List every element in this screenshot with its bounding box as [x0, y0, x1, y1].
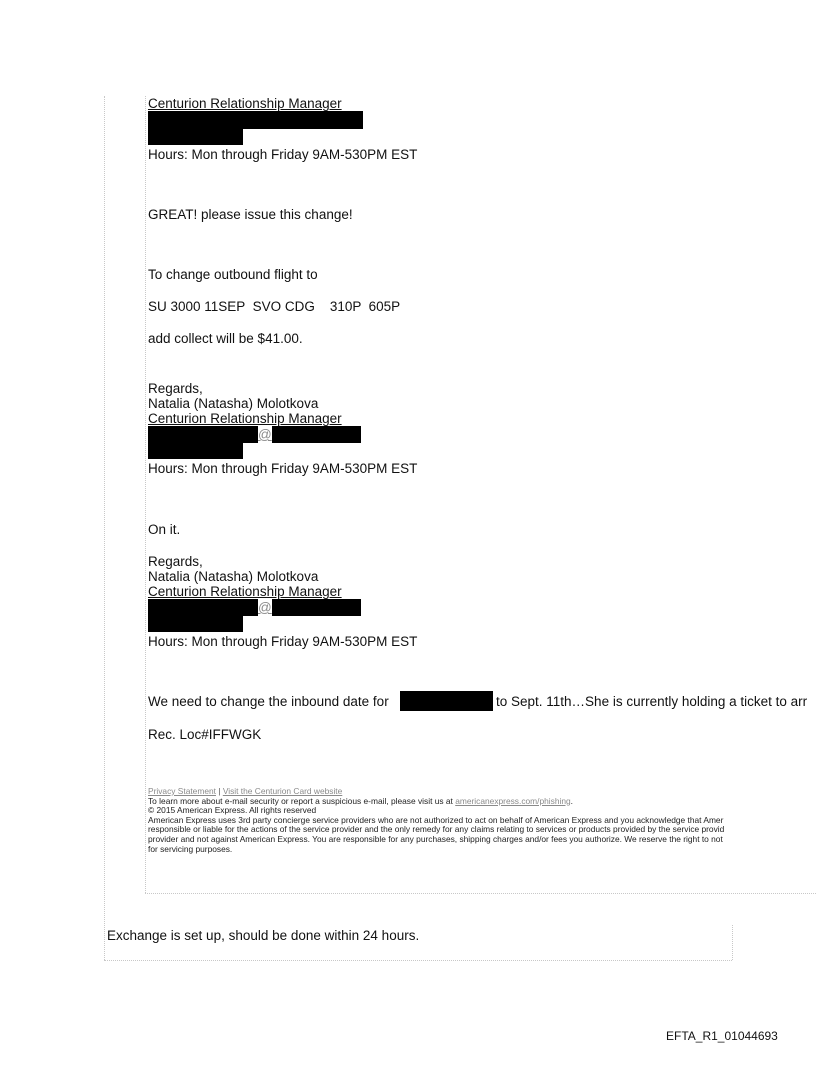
signature2-email-at[interactable]: @: [258, 600, 272, 615]
document-id: EFTA_R1_01044693: [666, 1029, 778, 1043]
exchange-message: Exchange is set up, should be done within 24 hours.: [107, 928, 420, 943]
copyright-line: © 2015 American Express. All rights reserved: [148, 805, 317, 816]
hours-top: Hours: Mon through Friday 9AM-530PM EST: [148, 147, 418, 162]
disclaimer-line-4: for servicing purposes.: [148, 843, 233, 854]
redaction-email-user-2: [148, 599, 258, 616]
signature1-regards: Regards,: [148, 381, 203, 396]
redaction-email-top: [148, 111, 363, 129]
inner-quote-border: [145, 96, 146, 893]
phishing-link[interactable]: americanexpress.com/phishing: [455, 795, 571, 806]
signature1-hours: Hours: Mon through Friday 9AM-530PM EST: [148, 461, 418, 476]
redaction-passenger-name: [400, 691, 493, 711]
signature-title-top: Centurion Relationship Manager: [148, 96, 342, 111]
change-line-2: SU 3000 11SEP SVO CDG 310P 605P: [148, 299, 401, 314]
redaction-phone-top: [148, 129, 243, 145]
footer-separator: |: [218, 787, 221, 796]
footer-fine-print: [148, 787, 816, 854]
reply-great: GREAT! please issue this change!: [148, 207, 353, 222]
change-line-3: add collect will be $41.00.: [148, 331, 303, 346]
privacy-statement-link[interactable]: Privacy Statement: [148, 787, 216, 796]
centurion-website-link[interactable]: Visit the Centurion Card website: [222, 787, 343, 796]
outer-quote-border: [104, 96, 105, 960]
redaction-email-domain-2: [272, 599, 361, 616]
signature1-name: Natalia (Natasha) Molotkova: [148, 396, 319, 411]
security-text-end: .: [570, 795, 573, 806]
signature2-hours: Hours: Mon through Friday 9AM-530PM EST: [148, 634, 418, 649]
redaction-phone-1: [148, 443, 243, 459]
redaction-email-domain-1: [272, 426, 361, 443]
redaction-phone-2: [148, 616, 243, 632]
signature2-name: Natalia (Natasha) Molotkova: [148, 569, 319, 584]
record-locator: Rec. Loc#IFFWGK: [148, 727, 262, 742]
signature2-title: Centurion Relationship Manager: [148, 584, 342, 599]
reply-on-it: On it.: [148, 522, 181, 537]
inner-quote-bottom-border: [145, 893, 816, 894]
disclaimer-line-2: responsible or liable for the actions of the service provider and the only remedy for any claims relating to services or products provided by the service provid: [148, 824, 725, 835]
disclaimer-line-1: American Express uses 3rd party concierge service providers who are not authorized to act on behalf of American Express and you acknowledge that Amer: [148, 814, 724, 825]
redaction-email-user-1: [148, 426, 258, 443]
request-prefix: We need to change the inbound date for: [148, 694, 389, 709]
signature2-regards: Regards,: [148, 554, 203, 569]
security-text: To learn more about e-mail security or report a suspicious e-mail, please visit us at: [148, 795, 453, 806]
request-suffix: to Sept. 11th…She is currently holding a ticket to arr: [496, 694, 808, 709]
outer-quote-bottom-border: [104, 960, 732, 961]
disclaimer-line-3: provider and not against American Express. You are responsible for any purchases, shipping charges and/or fees you authorize. We reserve the right to not: [148, 833, 723, 844]
signature1-email-at[interactable]: @: [258, 427, 272, 442]
outer-quote-right-border: [732, 925, 733, 960]
change-line-1: To change outbound flight to: [148, 267, 318, 282]
signature1-title: Centurion Relationship Manager: [148, 411, 342, 426]
